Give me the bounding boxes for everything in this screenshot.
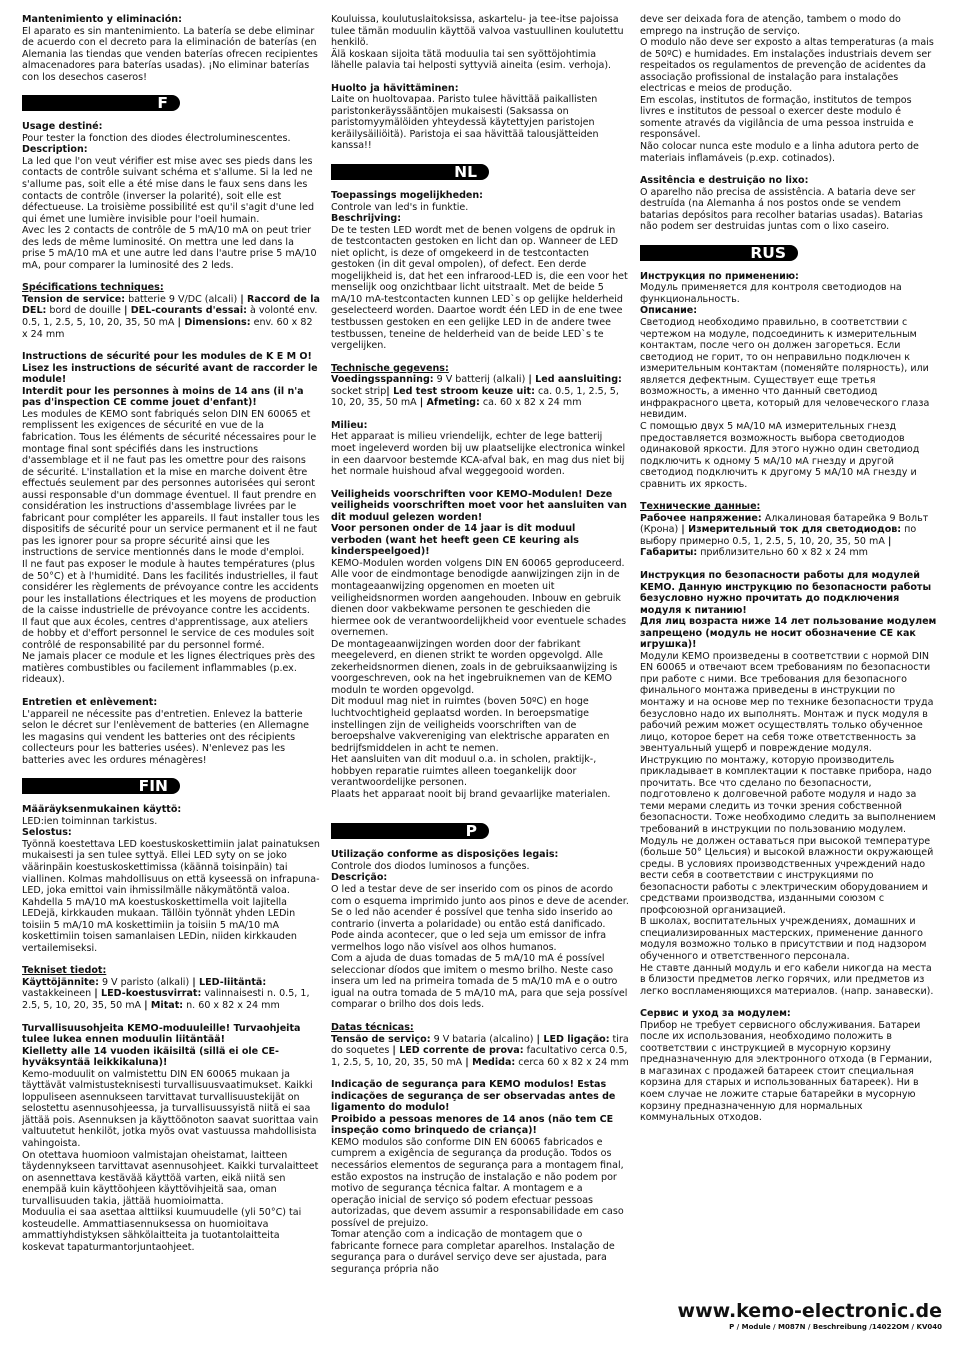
pt-desc-text: O led a testar deve de ser inserido com os pinos de acordo com o esquema imprimido junto aos pinos e deve de acender. Se o led não acender é possível que tenha sido inserido ao contrario (inverta a polaridade) ou então está danificado. Pode ainda acontecer, que o led seja um emissor de infra vermelhos logo não visível aos olhos humanos. [331, 884, 629, 953]
pt-safety-text-2b: deve ser deixada fora de atenção, tambem o modo do emprego na instrução de serviço. [640, 14, 901, 37]
pt-safety-heading: Indicação de segurança para KEMO modulos! Estas indicações de segurança de ser observadas antes de ligamento do modulo! [331, 1079, 616, 1114]
rus-spec-text: Рабочее напряжение: Алкалиновая батарейка 9 Вольт (Крона) | Измерительный ток для светодиодов: по выбору примерно 0.5, 1, 2.5, 5, 10, 20, 35, 50 mA | Габариты: приблизительно 60 x 82 x 24 mm [640, 512, 929, 559]
nl-safety-text-3: Dit moduul mag niet in ruimtes (boven 50ºC) en hoge luchtvochtigheid geplaatsd worden. In beroepsmatige instellingen zijn de veiligheids voorschriften van de beroepshalve vakvereniging van elektrische apparaten en bedrijfsmiddelen in acht te nemen. [331, 696, 610, 754]
fr-safety-text-4: Ne jamais placer ce module et les lignes électriques près des matières combustibles ou facilement inflammables (p.ex. rideaux). [22, 651, 315, 686]
pt-maint-heading: Assitência e destruição no lixo: [640, 175, 809, 187]
fin-safety-heading-2: Kielletty alle 14 vuoden ikäisiltä (sillä ei ole CE-hyväksyntää leikkikaluna)! [22, 1045, 279, 1069]
fin-safety-text-5: Älä koskaan sijoita tätä moduulia tai sen syöttöjohtimia lähelle palavia tai helposti syttyviä aineita (esim. verhoja). [331, 48, 612, 72]
fr-spec-text: Tension de service: batterie 9 V/DC (alcali) | Raccord de la DEL: bord de douille | DEL-courants d'essai: à volonté env. 0.5, 1, 2.5, 5, 10, 20, 35, 50 mA | Dimensions: env. 60 x 82 x 24 mm [22, 293, 320, 340]
nl-safety-text: KEMO-Modulen worden volgens DIN EN 60065 geproduceerd. Alle voor de eindmontage benodigde aanwijzingen zijn in de montageaanwijzing opgenomen en moeten uit veiligheidsnormen worden aangehouden. Inbouw en gebruik dienen door vakbekwame personen te geschieden die hiermee ook de verantwoordelijkheid voor eventuele schades overnemen. [331, 557, 627, 639]
fin-maint-heading: Huolto ja hävittäminen: [331, 82, 459, 94]
fin-safety-text-3: Moduulia ei saa asettaa alttiiksi kuumuudelle (yli 50°C) tai kosteudelle. Ammattiasennuksessa on huomioitava ammattiyhdistyksen sähkölaitteita ja tuotantolaitteita koskevat tapaturmantorjuntaohjeet. [22, 1207, 302, 1253]
pt-safety-heading-2: Proibido a pessoas menores de 14 anos (não tem CE inspeção como brinquedo de criança)! [331, 1113, 614, 1137]
pt-spec-heading: Datas técnicas: [331, 1022, 414, 1034]
nl-safety-heading-2: Voor personen onder de 14 jaar is dit moduul verboden (want het heeft geen CE keuring als kinderspeelgoed)! [331, 523, 579, 558]
rus-spec-heading: Технические данные: [640, 501, 761, 513]
nl-env-text: Het apparaat is milieu vriendelijk, echter de lege batterij moet ingeleverd worden bij uw plaatselijke electronica winkel in een daarvoor bestemde KCA-afval bak, en mag dus niet bij het normale huishoud afval weggegooid worden. [331, 431, 626, 478]
document-code: P / Module / M087N / Beschreibung /14022OM / KV040 [729, 1323, 942, 1331]
fr-use-text: Pour tester la fonction des diodes électroluminescentes. [22, 132, 291, 144]
pt-safety-text-5: Não colocar nunca este modulo e a linha adutora perto de materiais inflamáveis (p.exp. cotinados). [640, 141, 919, 164]
rus-safety-heading-2: Для лиц возраста ниже 14 лет пользование модулем запрещено (модуль не носит обозначение CE как игрушка)! [640, 616, 937, 651]
nl-safety-heading: Veiligheids voorschriften voor KEMO-Modulen! Deze veiligheids voorschriften moet voor het aansluiten van dit moduul gelezen worden! [331, 488, 627, 523]
nl-env-heading: Milieu: [331, 419, 368, 431]
column-1 [22, 14, 320, 1254]
instruction-sheet [22, 14, 937, 1304]
rus-desc-text: Светодиод необходимо правильно, в соответствии с чертежом на модуле, подсоединить к измерительным контактам, после чего он должен загореться. Если светодиод не горит, то он неправильно подключен к измерительным контактам (поменяйте полярность), или является дефектным. Существует еще третья возможность, а именно что данный светодиод инфракрасного цвета, который для человеческого глаза невидим. [640, 317, 930, 421]
fr-safety-text-3: Il faut que aux écoles, centres d'apprentissage, aux ateliers de hobby et d'effort personnel le service de ces modules soit contrôlé de responsabilité par du personnel formé. [22, 616, 315, 651]
nl-desc-heading: Beschrijving: [331, 213, 402, 225]
rus-safety-text-2: Инструкцию по монтажу, которую производитель прикладывает в комплектации к поставке прибора, надо прочитать. Все что сделано по безопасности, подготовлено к долговечной работе модуля и надо за теми мерами следить из точки зрения собственной безопасности. Тоже необходимо следить за выполнением требований в инструкции по пользованию модулем. [640, 754, 936, 835]
fr-use-heading: Usage destiné: [22, 121, 103, 133]
rus-maint-text: Прибор не требует сервисного обслуживания. Батареи после их использования, необходимо положить в соответствии с инструкцией в мусорную корзину предназначенную для электронного отхода (в Германии, в магазинах с продажей батареек стоит специальная корзина для старых и использованных батареек). Ни в коем случае не ложите старые батарейки в мусорную корзину предназначенную для нормальных коммунальных отходов. [640, 1019, 933, 1124]
rus-safety-heading: Инструкция по безопасности работы для модулей KEMO. Данную инструкцию по безопасности работы безусловно нужно прочитать до подключения модуля к питанию! [640, 569, 932, 616]
fin-desc-text: Työnnä koestettava LED koestuskoskettimiin jalat painatuksen mukaisesti ja sen tulee syttyä. Ellei LED syty on se joko väärinpäin koestuskoskettimissa (käännä toisinpäin) tai viallinen. Kolmas mahdollisuus on että kyseessä on infrapuna-LED, joka emittoi vain ihmissilmälle näkymätöntä valoa. Kahdella 5 mA/10 mA koestuskoskettimella voit lajitella LEDejä, kirkkauden mukaan. Tällöin työnnät yhden LEDin toisiin 5 mA/10 mA koskettimiin ja toisiin 5 mA/10 mA koskettimiin toisen samanlaisen LEDin, niiden kirkkauden vertailemiseksi. [22, 838, 320, 954]
fin-desc-heading: Selostus: [22, 827, 72, 839]
section-label-nl: NL [331, 164, 489, 180]
nl-safety-text-2: De montageaanwijzingen worden door der fabrikant meegeleverd, en dienen strikt te worden opgevolgd. Alle zekerheidsnormen dienen, zoals in de gebruiksaanwijzing is voorgeschreven, ook na het ingebruiknemen van de KEMO moduln te worden opgevolgd. [331, 638, 618, 696]
pt-maint-text: O aparelho não precisa de assistência. A bataria deve ser destruída (na Alemanha á nos postos onde se vendem batarias depósitos para recolher batarias usadas). Batarias não podem ser destruidas juntas com o lixo caseiro. [640, 186, 923, 233]
fin-use-heading: Määräyksenmukainen käyttö: [22, 804, 182, 816]
fin-safety-text: Kemo-moduulit on valmistettu DIN EN 60065 mukaan ja täyttävät valmistusteknisesti turvallisuusvaatimukset. Kaikki loppuliseen asennukseen tarvittavat turvallisuustekijät on selostettu asennusohjeessa, ja turvallisuussyistä niitä ei saa jättää pois. Asennuksen ja käyttöönoton saavat suorittaa vain valtuutetut henkilöt, jotka myös ovat vastuussa mahdollisista vahingoista. [22, 1068, 319, 1150]
nl-spec-text: Voedingsspanning: 9 V batterij (alkali) | Led aansluiting: socket strip| Led test stroom keuze uit: ca. 0.5, 1, 2.5, 5, 10, 20, 35, 50 mA | Afmeting: ca. 60 x 82 x 24 mm [331, 374, 622, 409]
rus-desc-text-2: С помощью двух 5 мА/10 мА измерительных гнезд предоставляется возможность выбора светодиодов одинаковой яркости. Для этого нужно один светодиод подключить к одному 5 мА/10 мА гнезду и другой светодиод подключить к другому 5 мА/10 мА гнезду и сравнить их яркость. [640, 420, 920, 490]
fr-desc-text-2: Avec les 2 contacts de contrôle de 5 mA/10 mA on peut trier des leds de même luminosité. On mettra une led dans la prise 5 mA/10 mA et une autre led dans l'autre prise 5 mA/10 mA, pour comparer la luminosité des 2 leds. [22, 225, 317, 271]
pt-safety-text-3: O modulo não deve ser exposto a altas temperaturas (a mais de 50ºC) e humidades. Em instalações industriais devem ser respeitados os regulamentos de prevenção de acidentes da associação profissional de instalação para instalações electricas e meios de produção. [640, 37, 934, 95]
nl-safety-text-4: Het aansluiten van dit moduul o.a. in scholen, praktijk-, hobbyen reparatie ruimtes alleen toegankelijk door verantwoordelijke personen. [331, 754, 597, 789]
fr-safety-text: Les modules de KEMO sont fabriqués selon DIN EN 60065 et remplissent les exigences de sécurité en vue de la fabrication. Tous les éléments de sécurité nécessaires pour le montage final sont spécifiés dans les instructions d'assemblage et il ne faut pas les omettre pour des raisons de sécurité. L'installation et la mise en marche doivent être effectués seulement par des personnes autorisées qui seront aussi responsable d'un dommage éventuel. Il faut prendre en considération les instructions d'assemblage livrées par le fabricant pour compléter les appareils. Il faut installer tous les dispositifs de sécurité pour un service permanent et il ne faut pas les ignorer pour sa propre sécurité ainsi que les instructions de service mentionnés dans le mode d'emploi. [22, 408, 320, 559]
footer [678, 1300, 942, 1332]
rus-safety-text-4: В школах, воспитательных учреждениях, домашних и специализированных мастерских, применение данного модуля возможно только в присутствии и под надзором обученного и ответственного персонала. [640, 916, 927, 963]
nl-desc-text: De te testen LED wordt met de benen volgens de opdruk in de testcontacten gestoken en licht dan op. Wanneer de LED niet oplicht, is deze of omgekeerd in de testcontacten gestoken (in dit geval ompolen), of defect. Een derde mogelijkheid is, dat het een infrarood-LED is, die een voor het menselijk oog onzichtbaar licht uitstraalt. Met de beide 5 mA/10 mA-testcontacten kunnen LED`s op gelijke helderheid geselecteerd worden. Daartoe wordt één LED in de ene twee testbussen gestoken en een gelijke LED in de andere twee testbussen, teneine de helderheid van de beide LED`s te vergelijken. [331, 224, 628, 352]
rus-desc-heading: Описание: [640, 305, 698, 317]
pt-safety-text: KEMO modulos são conforme DIN EN 60065 fabricados e cumprem a exigência de segurança da produção. Todos os necessários elementos de segurança para a montagem final, estão expostos na instrução de instalação e não podem por motivo de segurança técnica faltar. A montagem e a operação inicial de serviço só podem efectuar pessoas autorizadas, que devem assumir a responsabilidade em caso possível de prejuizo. [331, 1136, 624, 1229]
fr-spec-heading: Spécifications techniques: [22, 282, 164, 294]
fin-use-text: LED:ien toiminnan tarkistus. [22, 815, 158, 827]
pt-use-heading: Utilização conforme as disposições legais: [331, 849, 559, 861]
pt-safety-text-4: Em escolas, institutos de formação, institutos de tempos livres e institutos de pessoal o exercer deste modulo é somente através da vigilância de uma pessoa instruida e responsável. [640, 94, 914, 141]
column-2 [331, 14, 629, 1276]
rus-safety-text-5: Не ставте данный модуль и его кабели никогда на места в близости предметов легко горячих, или предметов из легко воспламеняющихся материалов. (напр. занавески). [640, 962, 934, 997]
es-maint-heading: Mantenimiento y eliminación: [22, 14, 182, 25]
fr-desc-heading: Description: [22, 144, 88, 156]
fr-maint-heading: Entretien et enlèvement: [22, 696, 158, 708]
nl-spec-heading: Technische gegevens: [331, 362, 449, 374]
nl-safety-text-5: Plaats het apparaat nooit bij brand gevaarlijke materialen. [331, 788, 611, 800]
rus-safety-text-3: Модуль не должен оставаться при высокой температуре (больше 50° Цельсия) и высокой влажности окружающей среды. В условиях производственных учреждений надо вести себя в соответствии с инструкциями по безопасности работы с электрическим оборудованием и средствами производства, изданными союзом с профсоюзной организацией. [640, 835, 934, 916]
fr-desc-text: La led que l'on veut vérifier est mise avec ses pieds dans les contacts de contrôle suivant schéma et s'allume. Si la led ne s'allume pas, soit elle a été mise dans le faux sens dans les contacts de contrôle (inverser la polarité), soit elle est défectueuse. La troisième possibilité est qu'il s'agit d'une led qui émet une lumière invisible pour l'oeil humain. [22, 155, 315, 225]
fin-safety-text-4: Kouluissa, koulutuslaitoksissa, askartelu- ja tee-itse pajoissa tulee tämän moduulin käyttöä valvoa vastuullinen koulutettu henkilö. [331, 14, 624, 49]
fr-safety-heading: Instructions de sécurité pour les modules de K E M O! Lisez les instructions de sécurité avant de raccorder le module! [22, 351, 318, 386]
nl-use-text: Controle van led's in funktie. [331, 201, 469, 213]
rus-maint-heading: Сервис и уход за модулем: [640, 1008, 791, 1020]
rus-use-heading: Инструкция по применению: [640, 270, 799, 282]
fin-safety-text-2: On otettava huomioon valmistajan oheistamat, laitteen täydennykseen tarvittavat asennusohjeet. Kaikki turvalaitteet on asennettava kestävää käyttöä varten, eikä niitä sen enempää kuin käyttöohjeen käyttövihjeitä saa, oman turvallisuuden takia, jättää huomioimatta. [22, 1149, 319, 1207]
fr-safety-heading-2: Interdit pour les personnes à moins de 14 ans (il n'a pas d'inspection CE comme jouet d'enfant)! [22, 385, 304, 409]
fin-spec-heading: Tekniset tiedot: [22, 965, 107, 977]
fin-spec-text: Käyttöjännite: 9 V paristo (alkali) | LED-liitäntä: vastakkeineen | LED-koestusvirrat: valinnaisesti n. 0.5, 1, 2.5, 5, 10, 20, 35, 50 mA | Mitat: n. 60 x 82 x 24 mm [22, 976, 310, 1012]
pt-desc-text-2: Com a ajuda de duas tomadas de 5 mA/10 mA é possível seleccionar díodos que imitem o mesmo brilho. Neste caso insera um led na primeira tomada de 5 mA/10 mA e o outro igual na outra tomada de 5 mA/10 mA, para que seja possível comparar o brilho dos dois leds. [331, 953, 628, 1011]
pt-use-text: Controle dos diodos luminosos a funções. [331, 860, 530, 872]
rus-safety-text: Модули KEMO произведены в соответствии с нормой DIN EN 60065 и отвечают всем требованиям по безопасности при работе с ними. Все требования для безопасного финального монтажа приведены в инструкции по монтажу и на основе мер по технике безопасности труда безусловно надо их выполнять. Монтаж и пуск модуля в рабочий режим может осуществлять только обученное лицо, которое берет на себя тоже ответственность за эвентуальный ущерб и повреждение модуля. [640, 650, 934, 755]
section-label-f: F [22, 95, 180, 111]
fin-safety-heading: Turvallisuusohjeita KEMO-moduuleille! Turvaohjeita tulee lukea ennen moduulin liitäntää! [22, 1022, 301, 1046]
rus-use-text: Модуль применяется для контроля светодиодов на функциональность. [640, 282, 902, 305]
column-3 [640, 14, 938, 1124]
nl-use-heading: Toepassings mogelijkheden: [331, 190, 484, 202]
fin-maint-text: Laite on huoltovapaa. Paristo tulee hävittää paikallisten paristonkeräyssääntöjen mukaisesti (Saksassa on paristomyymälöiden yhteydessä käytettyjen paristojen keräilysäiliöitä). Paristoja ei saa hävittää talousjätteiden kanssa!! [331, 94, 599, 152]
fr-maint-text: L'appareil ne nécessite pas d'entretien. Enlevez la batterie selon le décret sur l'enlèvement de batteries (en Allemagne les magasins qui vendent les batteries ont des récipients collecteurs pour les batteries usées). N'enlevez pas les batteries avec les ordures ménagères! [22, 708, 309, 766]
es-maint-text: El aparato es sin mantenimiento. La batería se debe eliminar de acuerdo con el decreto para la eliminación de baterías (en Alemania las tiendas que venden baterías ofrecen recipientes almacenadores para baterías usadas). ¡No eliminar baterías con los desechos caseros! [22, 25, 318, 83]
section-label-p: P [331, 823, 489, 839]
pt-desc-heading: Descrição: [331, 872, 388, 884]
website-url: www.kemo-electronic.de [677, 1300, 942, 1322]
pt-spec-text: Tensão de serviço: 9 V bataria (alcalino) | LED ligação: tira do soquetes | LED corrente de prova: facultativo cerca 0.5, 1, 2.5, 5, 10, 20, 35, 50 mA | Medida: cerca 60 x 82 x 24 mm [331, 1033, 629, 1068]
section-label-rus: RUS [640, 245, 798, 261]
section-label-fin: FIN [22, 778, 180, 794]
fr-safety-text-2: Il ne faut pas exposer le module à hautes températures (plus de 50°C) et à l'humidité. Dans les facilités industrielles, il faut considérer les règlements de prévoyance contre les accidents pour les installations électriques et les moyens de production de la caisse industrielle de prévoyance contre les accidents. [22, 558, 319, 617]
pt-safety-text-2: Tomar atenção com a indicação de montagem que o fabricante fornece para completar aparelhos. Instalação de segurança para o durável serviço deve ser ajustada, para segurança própria não [331, 1229, 615, 1275]
